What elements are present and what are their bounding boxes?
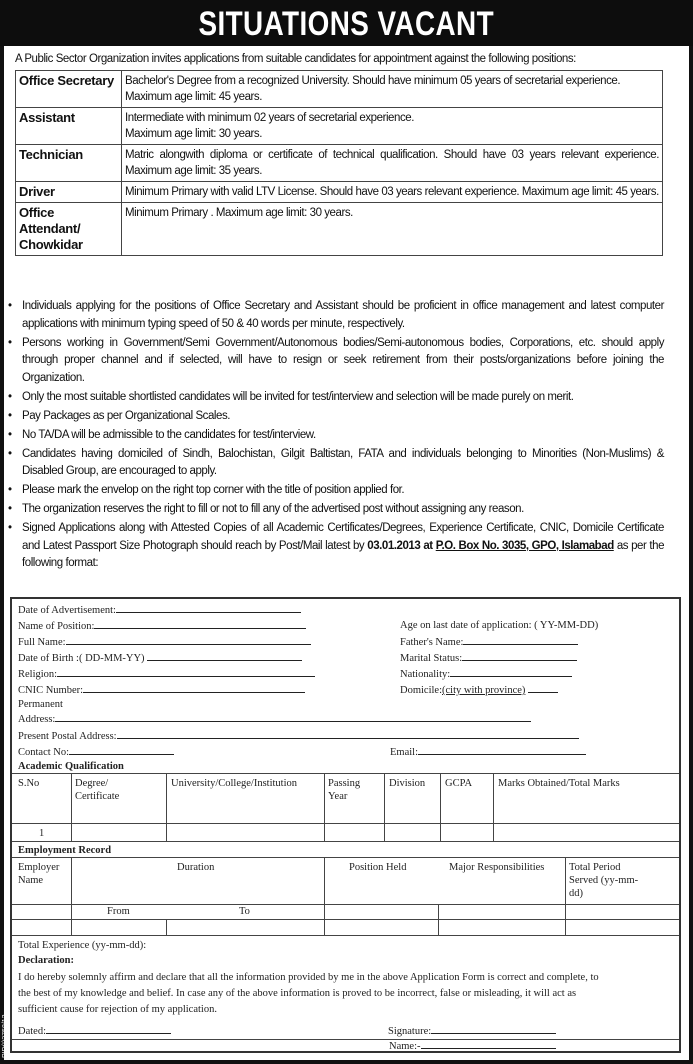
divider: [565, 857, 566, 935]
domicile-field[interactable]: [528, 683, 558, 693]
position-row: [16, 108, 663, 145]
dob-field[interactable]: [147, 651, 302, 661]
label-age: Age on last date of application: ( YY-MM-DD): [400, 620, 599, 631]
email-field[interactable]: [418, 745, 586, 755]
label-domicile: Domicile:: [400, 685, 442, 696]
position-age: Maximum age limit: 45 years.: [125, 91, 262, 103]
label-present-address: Present Postal Address:: [18, 731, 117, 742]
position-desc: Minimum Primary . Maximum age limit: 30 years.: [125, 207, 353, 219]
academic-heading: Academic Qualification: [18, 761, 124, 772]
employment-heading: Employment Record: [18, 845, 112, 856]
father-name-field[interactable]: [463, 635, 578, 645]
divider: [12, 773, 679, 774]
label-dated: Dated:: [18, 1026, 46, 1037]
position-requirements: [122, 71, 663, 108]
postal-address: P.O. Box No. 3035, GPO, Islamabad: [435, 539, 614, 552]
position-row: [16, 145, 663, 182]
label-position: Name of Position:: [18, 621, 95, 632]
position-requirements: [122, 182, 663, 203]
instruction-item: • Pay Packages as per Organizational Scales.: [8, 408, 664, 426]
divider: [12, 935, 679, 936]
contact-field[interactable]: [69, 745, 174, 755]
label-signature: Signature:: [388, 1026, 432, 1037]
position-requirements: [122, 145, 663, 182]
label-nationality: Nationality:: [400, 669, 451, 680]
dated-field[interactable]: [46, 1024, 171, 1034]
col-marks: Marks Obtained/Total Marks: [498, 778, 620, 789]
submission-tail: as per the following format:: [22, 539, 665, 569]
col-university: University/College/Institution: [171, 778, 297, 789]
col-from: From: [107, 906, 130, 917]
col-responsibilities: Major Responsibilities: [449, 862, 545, 873]
position-desc: Minimum Primary with valid LTV License. Should have 03 years relevant experience. Maximum age limit: 45 years.: [125, 186, 659, 198]
position-name: Technician: [16, 145, 122, 182]
position-desc: Bachelor's Degree from a recognized University. Should have minimum 05 years of secretarial experience.: [125, 75, 621, 87]
label-dob: Date of Birth :( DD-MM-YY): [18, 653, 145, 664]
divider: [71, 857, 72, 935]
ad-title: [0, 0, 693, 46]
name-field[interactable]: [421, 1039, 556, 1049]
instruction-item-submission: [8, 520, 664, 573]
col-position-held: Position Held: [349, 862, 407, 873]
divider: [12, 841, 679, 842]
col-employer: Employer Name: [18, 862, 60, 886]
title-text: SITUATIONS VACANT: [198, 5, 495, 43]
divider: [324, 857, 325, 935]
declaration-text: I do hereby solemnly affirm and declare that all the information provided by me in the above Application Form is correct and complete, to the best of my knowledge and belief. In case any of the above information is proved to be incorrect, false or misleading, it will act as sufficient cause for rejection of my application.: [18, 972, 599, 1015]
nationality-field[interactable]: [450, 667, 572, 677]
positions-table: [15, 70, 663, 256]
full-name-field[interactable]: [66, 635, 311, 645]
position-row: [16, 182, 663, 203]
at-text: at: [423, 539, 433, 552]
divider: [12, 1039, 679, 1040]
label-perm-address: Address:: [18, 714, 56, 725]
divider: [166, 919, 167, 935]
label-father: Father's Name:: [400, 637, 464, 648]
col-to: To: [239, 906, 250, 917]
instruction-item: • Please mark the envelop on the right top corner with the title of position applied for.: [8, 482, 664, 500]
divider: [71, 773, 72, 841]
instruction-item: • Persons working in Government/Semi Government/Autonomous bodies/Semi-autonomous bodies, Corporations, etc. should apply through proper channel and if selected, will have to resign or seek retirement from their posts/organizations before joining the Organization.: [8, 335, 664, 388]
instruction-item: • Only the most suitable shortlisted candidates will be invited for test/interview and selection will be made purely on merit.: [8, 389, 664, 407]
divider: [12, 823, 679, 824]
cnic-field[interactable]: [83, 683, 305, 693]
instruction-item: • The organization reserves the right to fill or not to fill any of the advertised post without assigning any reason.: [8, 501, 664, 519]
position-row: [16, 71, 663, 108]
marital-field[interactable]: [462, 651, 577, 661]
total-experience-label: Total Experience (yy-mm-dd):: [18, 940, 147, 951]
date-adv-field[interactable]: [116, 603, 301, 613]
present-address-field[interactable]: [117, 729, 579, 739]
application-form: [10, 597, 681, 1053]
religion-field[interactable]: [57, 667, 315, 677]
instruction-item: • Individuals applying for the positions of Office Secretary and Assistant should be proficient in office management and latest computer applications with minimum typing speed of 50 & 40 words per minute, respectively.: [8, 298, 664, 333]
ad-code: PID(I)2758/12: [2, 1014, 9, 1058]
label-marital: Marital Status:: [400, 653, 463, 664]
label-date-adv: Date of Advertisement:: [18, 605, 116, 616]
position-requirements: [122, 108, 663, 145]
position-row: [16, 203, 663, 256]
divider: [12, 857, 679, 858]
divider: [12, 919, 679, 920]
position-field[interactable]: [94, 619, 306, 629]
col-total-period: Total Period Served (yy-mm-dd): [569, 862, 639, 899]
col-division: Division: [389, 778, 426, 789]
instructions-list: [8, 298, 664, 574]
col-passing-year: Passing Year: [328, 778, 361, 802]
instruction-item: • No TA/DA will be admissible to the candidates for test/interview.: [8, 427, 664, 445]
col-gcpa: GCPA: [445, 778, 473, 789]
intro-text: A Public Sector Organization invites applications from suitable candidates for appointment against the following positions:: [15, 53, 576, 65]
position-name: Office Secretary: [16, 71, 122, 108]
domicile-hint: (city with province): [442, 685, 526, 696]
signature-field[interactable]: [431, 1024, 556, 1034]
label-name: Name:-: [389, 1041, 421, 1052]
label-religion: Religion:: [18, 669, 58, 680]
permanent-address-field[interactable]: [55, 712, 531, 722]
label-contact: Contact No:: [18, 747, 70, 758]
divider: [493, 773, 494, 841]
label-full-name: Full Name:: [18, 637, 66, 648]
position-desc: Intermediate with minimum 02 years of secretarial experience.: [125, 112, 414, 124]
divider: [440, 773, 441, 841]
row-sno: 1: [39, 828, 45, 839]
divider: [324, 773, 325, 841]
divider: [166, 773, 167, 841]
label-cnic: CNIC Number:: [18, 685, 84, 696]
col-sno: S.No: [18, 778, 40, 789]
declaration-heading: Declaration:: [18, 955, 74, 966]
instruction-item: • Candidates having domiciled of Sindh, Balochistan, Gilgit Baltistan, FATA and individuals belonging to Minorities (Non-Muslims) & Disabled Group, are encouraged to apply.: [8, 446, 664, 481]
deadline-date: 03.01.2013: [367, 539, 421, 552]
label-permanent: Permanent: [18, 699, 63, 710]
col-duration: Duration: [177, 862, 215, 873]
divider: [438, 904, 439, 935]
position-name: Office Attendant/ Chowkidar: [16, 203, 122, 256]
label-email: Email:: [390, 747, 418, 758]
position-age: Maximum age limit: 30 years.: [125, 128, 262, 140]
submission-text: Signed Applications along with Attested Copies of all Academic Certificates/Degrees, Experience Certificate, CNIC, Domicile Certificate and Latest Passport Size Photograph should reach by Post/Mail latest by: [22, 522, 664, 552]
position-requirements: [122, 203, 663, 256]
position-name: Driver: [16, 182, 122, 203]
col-degree: Degree/ Certificate: [75, 778, 120, 802]
position-desc: Matric alongwith diploma or certificate of technical qualification. Should have 03 years relevant experience. Maximum age limit: 35 years.: [125, 149, 659, 177]
position-name: Assistant: [16, 108, 122, 145]
divider: [384, 773, 385, 841]
